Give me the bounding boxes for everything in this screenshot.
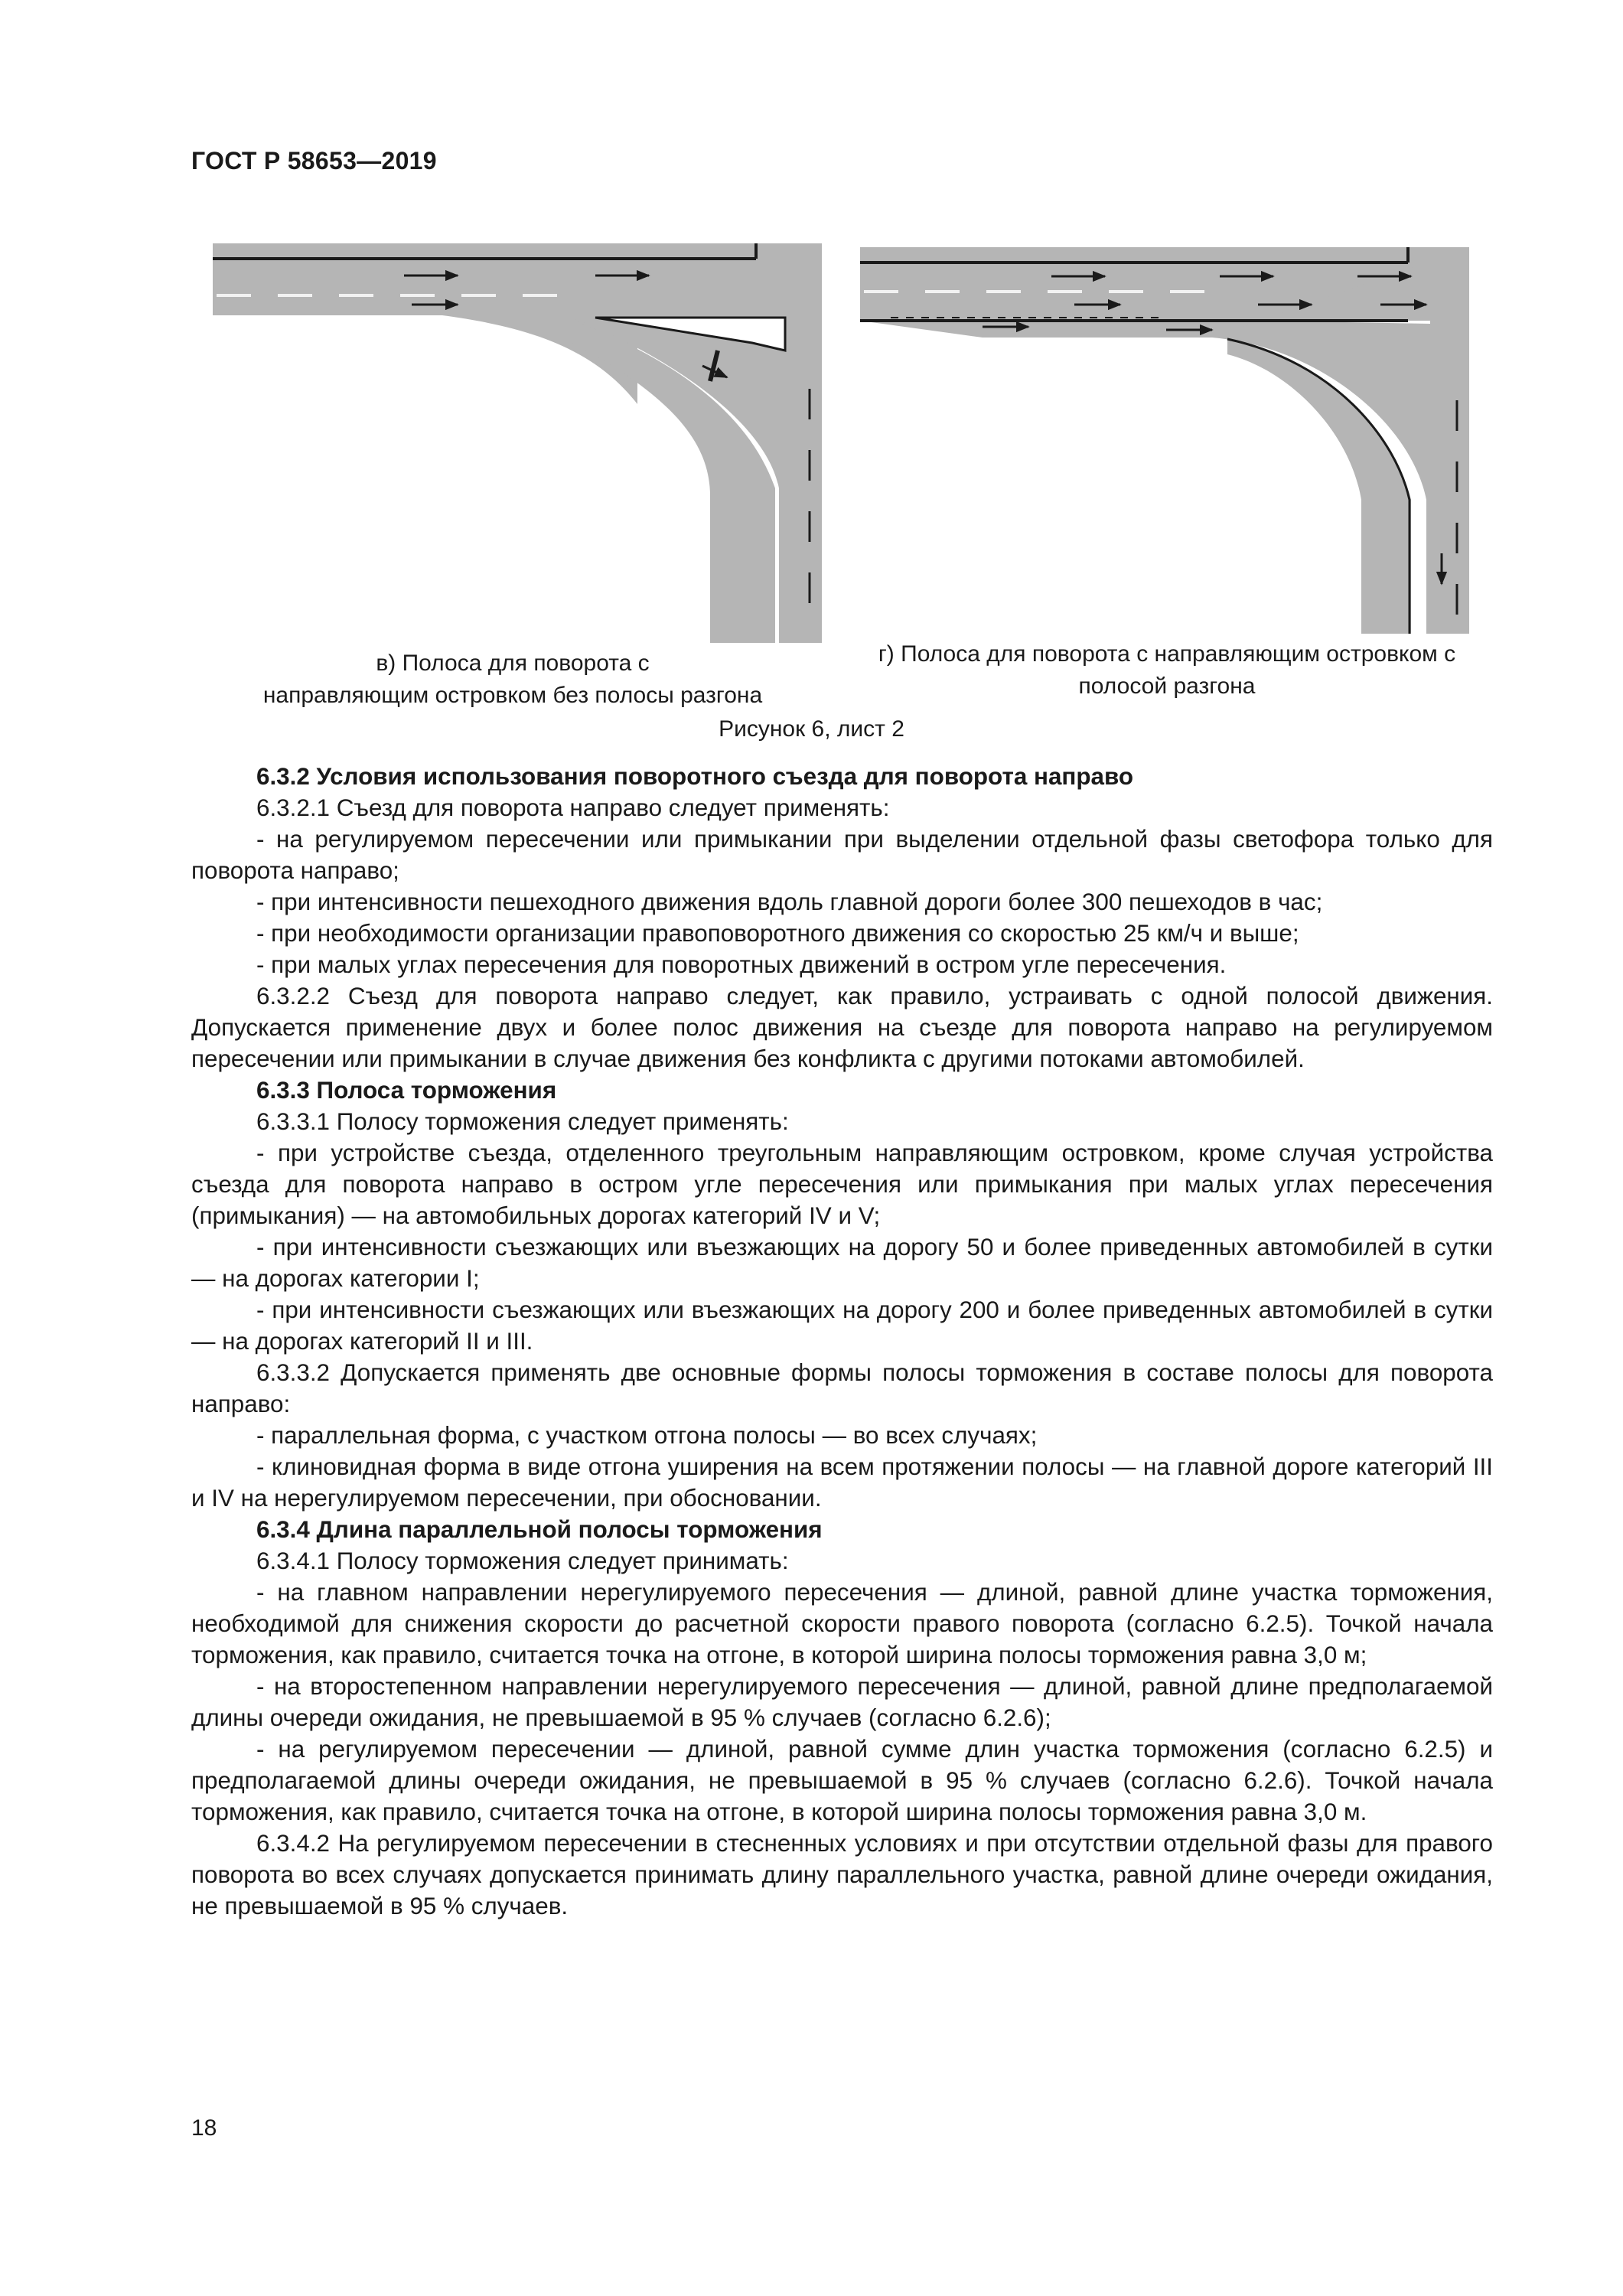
main-road xyxy=(213,243,822,315)
paragraph: 6.3.3.2 Допускается применять две основные формы полосы торможения в составе полосы для поворота направо: xyxy=(191,1359,1493,1417)
paragraph: 6.3.2.2 Съезд для поворота направо следует, как правило, устраивать с одной полосой движения. Допускается применение двух и более полос движения на съезде для поворота направо на регулируемом пересечении или примыкании в случае движения без конфликта с другими потоками автомобилей. xyxy=(191,983,1493,1072)
bullet: - параллельная форма, с участком отгона полосы — во всех случаях; xyxy=(256,1422,1038,1449)
paragraph: 6.3.4.1 Полосу торможения следует принимать: xyxy=(256,1548,789,1574)
paragraph: 6.3.4.2 На регулируемом пересечении в стесненных условиях и при отсутствии отдельной фазы для правого поворота во всех случаях допускается принимать длину параллельного участка, равной длине очереди ожидания, не превышаемой в 95 % случаев. xyxy=(191,1830,1493,1919)
section-heading: 6.3.2 Условия использования поворотного съезда для поворота направо xyxy=(256,763,1134,790)
bullet: - на главном направлении нерегулируемого пересечения — длиной, равной длине участка торможения, необходимой для снижения скорости до расчетной скорости правого поворота (согласно 6.2.5). Точкой начала торможения, как правило, считается точка на отгоне, в которой ширина полосы торможения равна 3,0 м; xyxy=(191,1579,1493,1668)
section-heading: 6.3.4 Длина параллельной полосы торможения xyxy=(256,1516,823,1543)
body-text xyxy=(191,761,1493,1922)
section-heading: 6.3.3 Полоса торможения xyxy=(256,1077,557,1104)
paragraph: 6.3.3.1 Полосу торможения следует применять: xyxy=(256,1108,789,1135)
bullet: - при интенсивности съезжающих или въезжающих на дорогу 50 и более приведенных автомобилей в сутки — на дорогах категории I; xyxy=(191,1234,1493,1292)
figure-g-caption: г) Полоса для поворота с направляющим островком с полосой разгона xyxy=(878,641,1456,699)
figure-v-diagram xyxy=(213,243,822,643)
figure-g-diagram xyxy=(860,247,1469,634)
bullet: - при интенсивности пешеходного движения вдоль главной дороги более 300 пешеходов в час; xyxy=(256,889,1323,915)
bullet: - при устройстве съезда, отделенного треугольным направляющим островком, кроме случая устройства съезда для поворота направо в остром угле пересечения или примыкания при малых углах пересечения (примыкания) — на автомобильных дорогах категорий IV и V; xyxy=(191,1140,1493,1229)
bullet: - клиновидная форма в виде отгона уширения на всем протяжении полосы — на главной дороге категорий III и IV на нерегулируемом пересечении, при обосновании. xyxy=(191,1453,1493,1512)
bullet: - на регулируемом пересечении — длиной, равной сумме длин участка торможения (согласно 6.2.5) и предполагаемой длины очереди ожидания, не превышаемой в 95 % случаев (согласно 6.2.6). Точкой начала торможения, как правило, считается точка на отгоне, в которой ширина полосы торможения равна 3,0 м. xyxy=(191,1736,1493,1825)
paragraph: 6.3.2.1 Съезд для поворота направо следует применять: xyxy=(256,794,890,821)
figure-title: Рисунок 6, лист 2 xyxy=(719,716,904,742)
bullet: - при малых углах пересечения для поворотных движений в остром угле пересечения. xyxy=(256,951,1227,978)
bullet: - при интенсивности съезжающих или въезжающих на дорогу 200 и более приведенных автомобилей в сутки — на дорогах категорий II и III. xyxy=(191,1296,1493,1355)
bullet: - на второстепенном направлении нерегулируемого пересечения — длиной, равной длине предполагаемой длины очереди ожидания, не превышаемой в 95 % случаев (согласно 6.2.6); xyxy=(191,1673,1493,1731)
document-header: ГОСТ Р 58653—2019 xyxy=(191,147,437,174)
bullet: - на регулируемом пересечении или примыкании при выделении отдельной фазы светофора только для поворота направо; xyxy=(191,826,1493,884)
figure-v-caption: в) Полоса для поворота с направляющим островком без полосы разгона xyxy=(262,651,763,708)
bullet: - при необходимости организации правоповоротного движения со скоростью 25 км/ч и выше; xyxy=(256,920,1299,947)
page-number: 18 xyxy=(191,2115,217,2141)
